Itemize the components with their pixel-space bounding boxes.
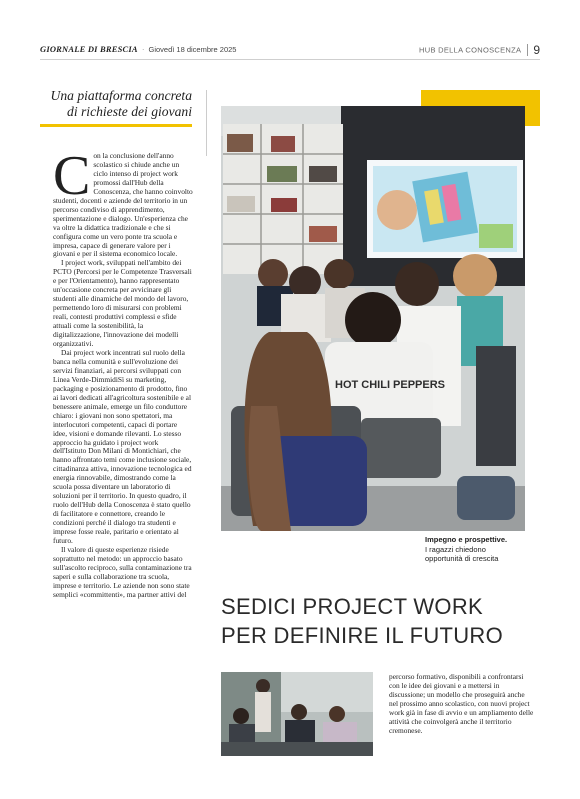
shirt-print-text: HOT CHILI PEPPERS bbox=[335, 379, 446, 391]
secondary-photo bbox=[221, 672, 373, 756]
photo-caption bbox=[425, 535, 537, 564]
meeting-scene-image bbox=[221, 672, 373, 756]
headline bbox=[221, 592, 531, 650]
drop-cap: C bbox=[53, 145, 91, 207]
classroom-scene-image bbox=[221, 106, 525, 531]
headline-line-2: PER DEFINIRE IL FUTURO bbox=[221, 623, 504, 648]
article-lead bbox=[40, 88, 192, 120]
paragraph-3: Dai project work incentrati sul ruolo della banca nella comunità e sull'evoluzione dei servizi finanziari, ai percorsi sviluppati con Linea Verde-DimmidiSì su marketing, packaging e posizionamento di prodotto, fino ai lavori dedicati all'agricoltura sostenibile e al benessere animale, emerge un filo conduttore chiaro: i giovani non sono spettatori, ma interlocutori competenti, capaci di portare idee, visioni e domande rilevanti. Lo stesso approccio ha guidato i project work dell'Istituto Don Milani di Montichiari, che hanno affrontato temi come inclusione sociale, cittadinanza attiva, innovazione tecnologica ed energia rinnovabile, dimostrando come la scuola possa diventare un laboratorio di soluzioni per il territorio. In questo quadro, il ruolo dell'Hub della Conoscenza è stato quello di facilitatore e connettore, creando le condizioni perché il dialogo tra studenti e imprese fosse reale, paritario e orientato al futuro. bbox=[53, 347, 192, 545]
column-divider bbox=[206, 90, 207, 156]
issue-date: Giovedì 18 dicembre 2025 bbox=[148, 45, 237, 54]
main-photo bbox=[221, 106, 525, 531]
lead-underline bbox=[40, 124, 192, 127]
lead-line-2: di richieste dei giovani bbox=[67, 104, 192, 119]
article-continuation: percorso formativo, disponibili a confrontarsi con le idee dei giovani e a mettersi in discussione; un modello che proseguirà anche nel prossimo anno scolastico, con nuovi project work già in fase di avvio e un ampliamento delle attività che coinvolgerà anche il territorio cremonese. bbox=[389, 672, 534, 735]
paragraph-1: on la conclusione dell'anno scolastico si chiude anche un ciclo intenso di project work promossi dall'Hub della Conoscenza, che hanno coinvolto studenti, docenti e aziende del territorio in un percorso condiviso di apprendimento, sperimentazione e dialogo. Un'esperienza che va oltre la didattica tradizionale e che si configura come un vero ponte tra scuola e impresa, capace di generare valore per i giovani e per il sistema economico locale. bbox=[53, 151, 193, 259]
caption-line-2: opportunità di crescita bbox=[425, 554, 499, 563]
header-divider bbox=[527, 44, 528, 56]
newspaper-name: GIORNALE DI BRESCIA bbox=[40, 44, 138, 54]
header-separator: · bbox=[141, 45, 145, 54]
paragraph-2: I project work, sviluppati nell'ambito dei PCTO (Percorsi per le Competenze Trasversali e per l'Orientamento), hanno rappresentato un'occasione concreta per avvicinare gli studenti alle dinamiche del mondo del lavoro, permettendo loro di misurarsi con problemi reali, contesti produttivi complessi e sfide attuali come la sostenibilità, la digitalizzazione, l'innovazione dei modelli organizzativi. bbox=[53, 258, 192, 349]
page-header bbox=[40, 40, 540, 60]
page-number: 9 bbox=[533, 42, 540, 57]
article-body bbox=[53, 145, 193, 600]
caption-line-1: I ragazzi chiedono bbox=[425, 544, 486, 554]
section-name: HUB DELLA CONOSCENZA bbox=[419, 45, 522, 55]
headline-line-1: SEDICI PROJECT WORK bbox=[221, 594, 483, 619]
caption-title: Impegno e prospettive. bbox=[425, 535, 508, 544]
header-left bbox=[40, 44, 236, 54]
lead-line-1: Una piattaforma concreta bbox=[50, 88, 192, 103]
header-right bbox=[419, 41, 540, 59]
paragraph-4: Il valore di queste esperienze risiede soprattutto nel metodo: un approccio basato sull'ascolto reciproco, sulla contaminazione tra saperi e sulla collaborazione tra scuola, imprese e territorio. Le aziende non sono state semplici «committenti», ma partner attivi del bbox=[53, 544, 192, 599]
